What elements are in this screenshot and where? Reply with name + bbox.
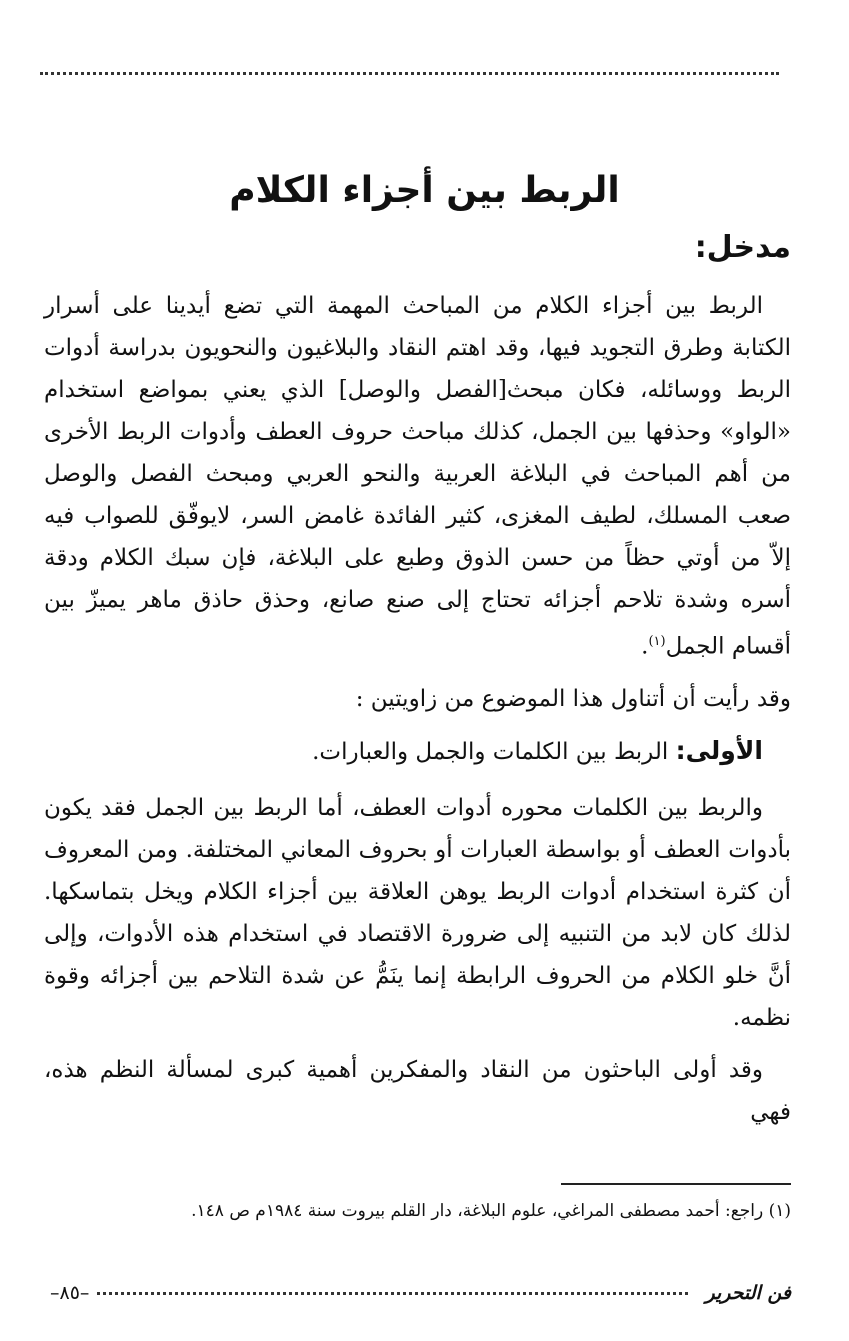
paragraph-first-angle (44, 730, 791, 773)
paragraph-intro-text: الربط بين أجزاء الكلام من المباحث المهمة التي تضع أيدينا على أسرار الكتابة وطرق التجويد فيها، وقد اهتم النقاد والبلاغيون والنحويون بدراسة أدوات الربط ووسائله، فكان مبحث[الفصل والوصل] الذي يعني بمواضع استخدام «الواو» وحذفها بين الجمل، كذلك مباحث حروف العطف وأدوات الربط الأخرى من أهم المباحث في البلاغة العربية والنحو العربي ومبحث الفصل والوصل صعب المسلك، لطيف المغزى، كثير الفائدة غامض السر، لايوفّق للصواب فيه إلاّ من أوتي حظاً من حسن الذوق وطبع على البلاغة، فإن سبك الكلام ودقة أسره وشدة تلاحم أجزائه تحتاج إلى صنع صانع، وحذق حاذق ماهر يميزّ بين أقسام الجمل (44, 293, 791, 660)
first-angle-label: الأولى: (675, 735, 763, 765)
footnote: (١) راجع: أحمد مصطفى المراغي، علوم البلاغة، دار القلم بيروت سنة ١٩٨٤م ص ١٤٨. (191, 1201, 791, 1221)
top-dotted-rule (40, 72, 779, 75)
section-heading: مدخل: (694, 230, 791, 265)
body-text (44, 285, 791, 1143)
page-number: –٨٥– (50, 1282, 90, 1304)
paragraph-intro-end: . (641, 633, 649, 660)
first-angle-text: الربط بين الكلمات والجمل والعبارات. (312, 738, 669, 765)
running-title: فن التحرير (705, 1282, 791, 1304)
footnote-reference: (١) (648, 634, 666, 649)
page-footer (50, 1278, 791, 1308)
paragraph-word-linking: والربط بين الكلمات محوره أدوات العطف، أما الربط بين الجمل فقد يكون بأدوات العطف أو بواسطة العبارات أو بحروف المعاني المختلفة. ومن المعروف أن كثرة استخدام أدوات الربط يوهن العلاقة بين أجزاء الكلام ويخل بتماسكها. لذلك كان لابد من التنبيه إلى ضرورة الاقتصاد في استخدام هذه الأدوات، وإلى أنَّ خلو الكلام من الحروف الرابطة إنما ينَمُّ عن شدة التلاحم بين أجزائه وقوة نظمه. (44, 794, 791, 1031)
paragraph-two-angles: وقد رأيت أن أتناول هذا الموضوع من زاويتين : (355, 685, 791, 712)
paragraph-critics: وقد أولى الباحثون من النقاد والمفكرين أهمية كبرى لمسألة النظم هذه، فهي (44, 1056, 791, 1125)
footer-dotted-rule (97, 1292, 687, 1295)
page-title: الربط بين أجزاء الكلام (229, 170, 620, 211)
footnote-rule (561, 1183, 791, 1185)
paragraph-intro (44, 285, 791, 668)
